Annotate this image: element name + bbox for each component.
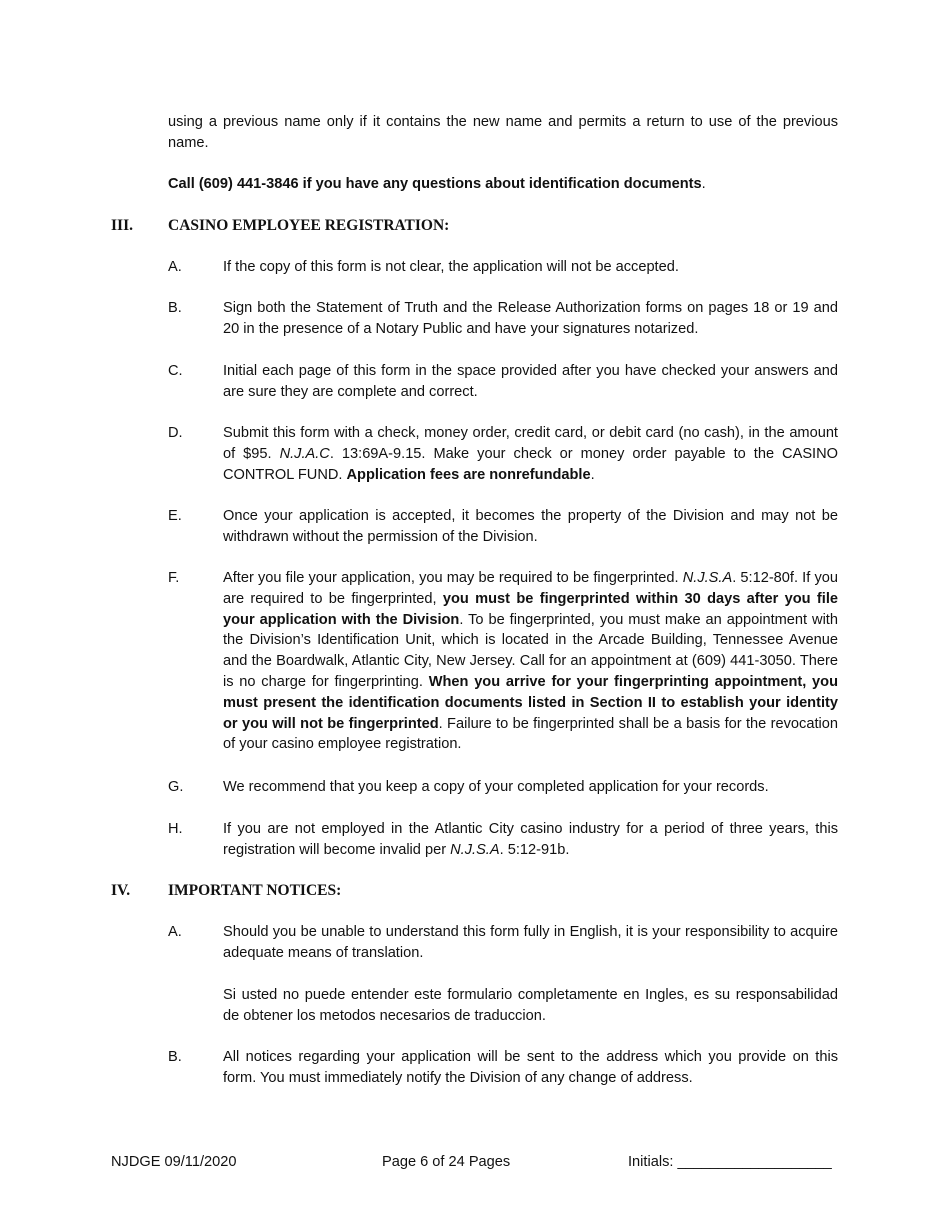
- section-3-number: III.: [111, 217, 133, 234]
- citation: N.J.S.A: [682, 570, 733, 586]
- item-label: H.: [168, 821, 183, 837]
- item-label: A.: [168, 924, 182, 940]
- item-label: E.: [168, 508, 182, 524]
- text-part: If you are not employed in the Atlantic City casino industry for a period of three years, this registration will become invalid per: [223, 821, 838, 858]
- item-text: Initial each page of this form in the space provided after you have checked your answers and are sure they are complete and correct.: [223, 363, 838, 400]
- item-label: C.: [168, 363, 183, 379]
- emphasis: you must be fingerprinted within 30 days after you file your application with the Division: [223, 590, 838, 628]
- item-text: If the copy of this form is not clear, the application will not be accepted.: [223, 259, 679, 275]
- item-text: Sign both the Statement of Truth and the Release Authorization forms on pages 18 or 19 and 20 in the presence of a Notary Public and have your signatures notarized.: [223, 300, 838, 337]
- item-text: [223, 423, 838, 485]
- text-part: . 13:69A-9.15. Make your check or money order payable to the CASINO CONTROL FUND.: [223, 445, 839, 483]
- text-part: . To be fingerprinted, you must make an appointment with the Division’s Identification Unit, which is located in the Arcade Building, Tennessee Avenue and the Boardwalk, Atlantic City, New Jersey. Call for an appointment at (609) 441-3050. There is no charge for fingerprinting.: [223, 611, 838, 690]
- item-label: F.: [168, 570, 180, 586]
- call-bold: Call (609) 441-3846 if you have any questions about identification documents: [168, 176, 702, 192]
- item-text: All notices regarding your application will be sent to the address which you provide on this form. You must immediately notify the Division of any change of address.: [223, 1049, 838, 1086]
- item-label: A.: [168, 259, 182, 275]
- item-text: Once your application is accepted, it becomes the property of the Division and may not be withdrawn without the permission of the Division.: [223, 508, 838, 545]
- text-part: .: [590, 466, 595, 483]
- call-end: .: [701, 176, 706, 192]
- text-part: . Failure to be fingerprinted shall be a basis for the revocation of your casino employee registration.: [223, 715, 838, 753]
- emphasis: When you arrive for your fingerprinting appointment, you must present the identification documents listed in Section II to establish your identity or you will not be fingerprinted: [223, 673, 838, 732]
- item-text: Should you be unable to understand this form fully in English, it is your responsibility to acquire adequate means of translation.: [223, 924, 838, 961]
- spanish-notice: Si usted no puede entender este formulario completamente en Ingles, es su responsabilidad de obtener los metodos necesarios de traduccion.: [223, 987, 838, 1024]
- text-part: . 5:12-91b.: [499, 841, 570, 858]
- section-3-heading: [111, 216, 449, 237]
- section-4-heading: [111, 881, 341, 902]
- emphasis: Application fees are nonrefundable: [346, 466, 591, 483]
- footer-form-id: NJDGE 09/11/2020: [111, 1154, 237, 1170]
- intro-continuation: using a previous name only if it contains the new name and permits a return to use of the previous name.: [168, 114, 838, 151]
- section-4-title: IMPORTANT NOTICES:: [168, 882, 342, 899]
- item-label: D.: [168, 425, 183, 441]
- item-label: B.: [168, 300, 182, 316]
- text-part: . 5:12-80f. If you are required to be fingerprinted,: [223, 570, 838, 607]
- section-4-number: IV.: [111, 882, 131, 899]
- section-3-title: CASINO EMPLOYEE REGISTRATION:: [168, 217, 450, 234]
- footer-page-number: Page 6 of 24 Pages: [382, 1154, 511, 1170]
- text-part: Submit this form with a check, money order, credit card, or debit card (no cash), in the amount of $95.: [223, 425, 838, 462]
- text-part: After you file your application, you may be required to be fingerprinted.: [223, 570, 683, 586]
- item-label: G.: [168, 779, 184, 795]
- call-line: [168, 174, 838, 195]
- citation: N.J.S.A: [450, 841, 500, 858]
- item-text: [223, 568, 838, 755]
- item-text: [223, 819, 838, 861]
- citation: N.J.A.C: [279, 445, 330, 462]
- footer-initials: Initials: ___________________: [628, 1154, 832, 1170]
- item-label: B.: [168, 1049, 182, 1065]
- item-text: We recommend that you keep a copy of your completed application for your records.: [223, 779, 769, 795]
